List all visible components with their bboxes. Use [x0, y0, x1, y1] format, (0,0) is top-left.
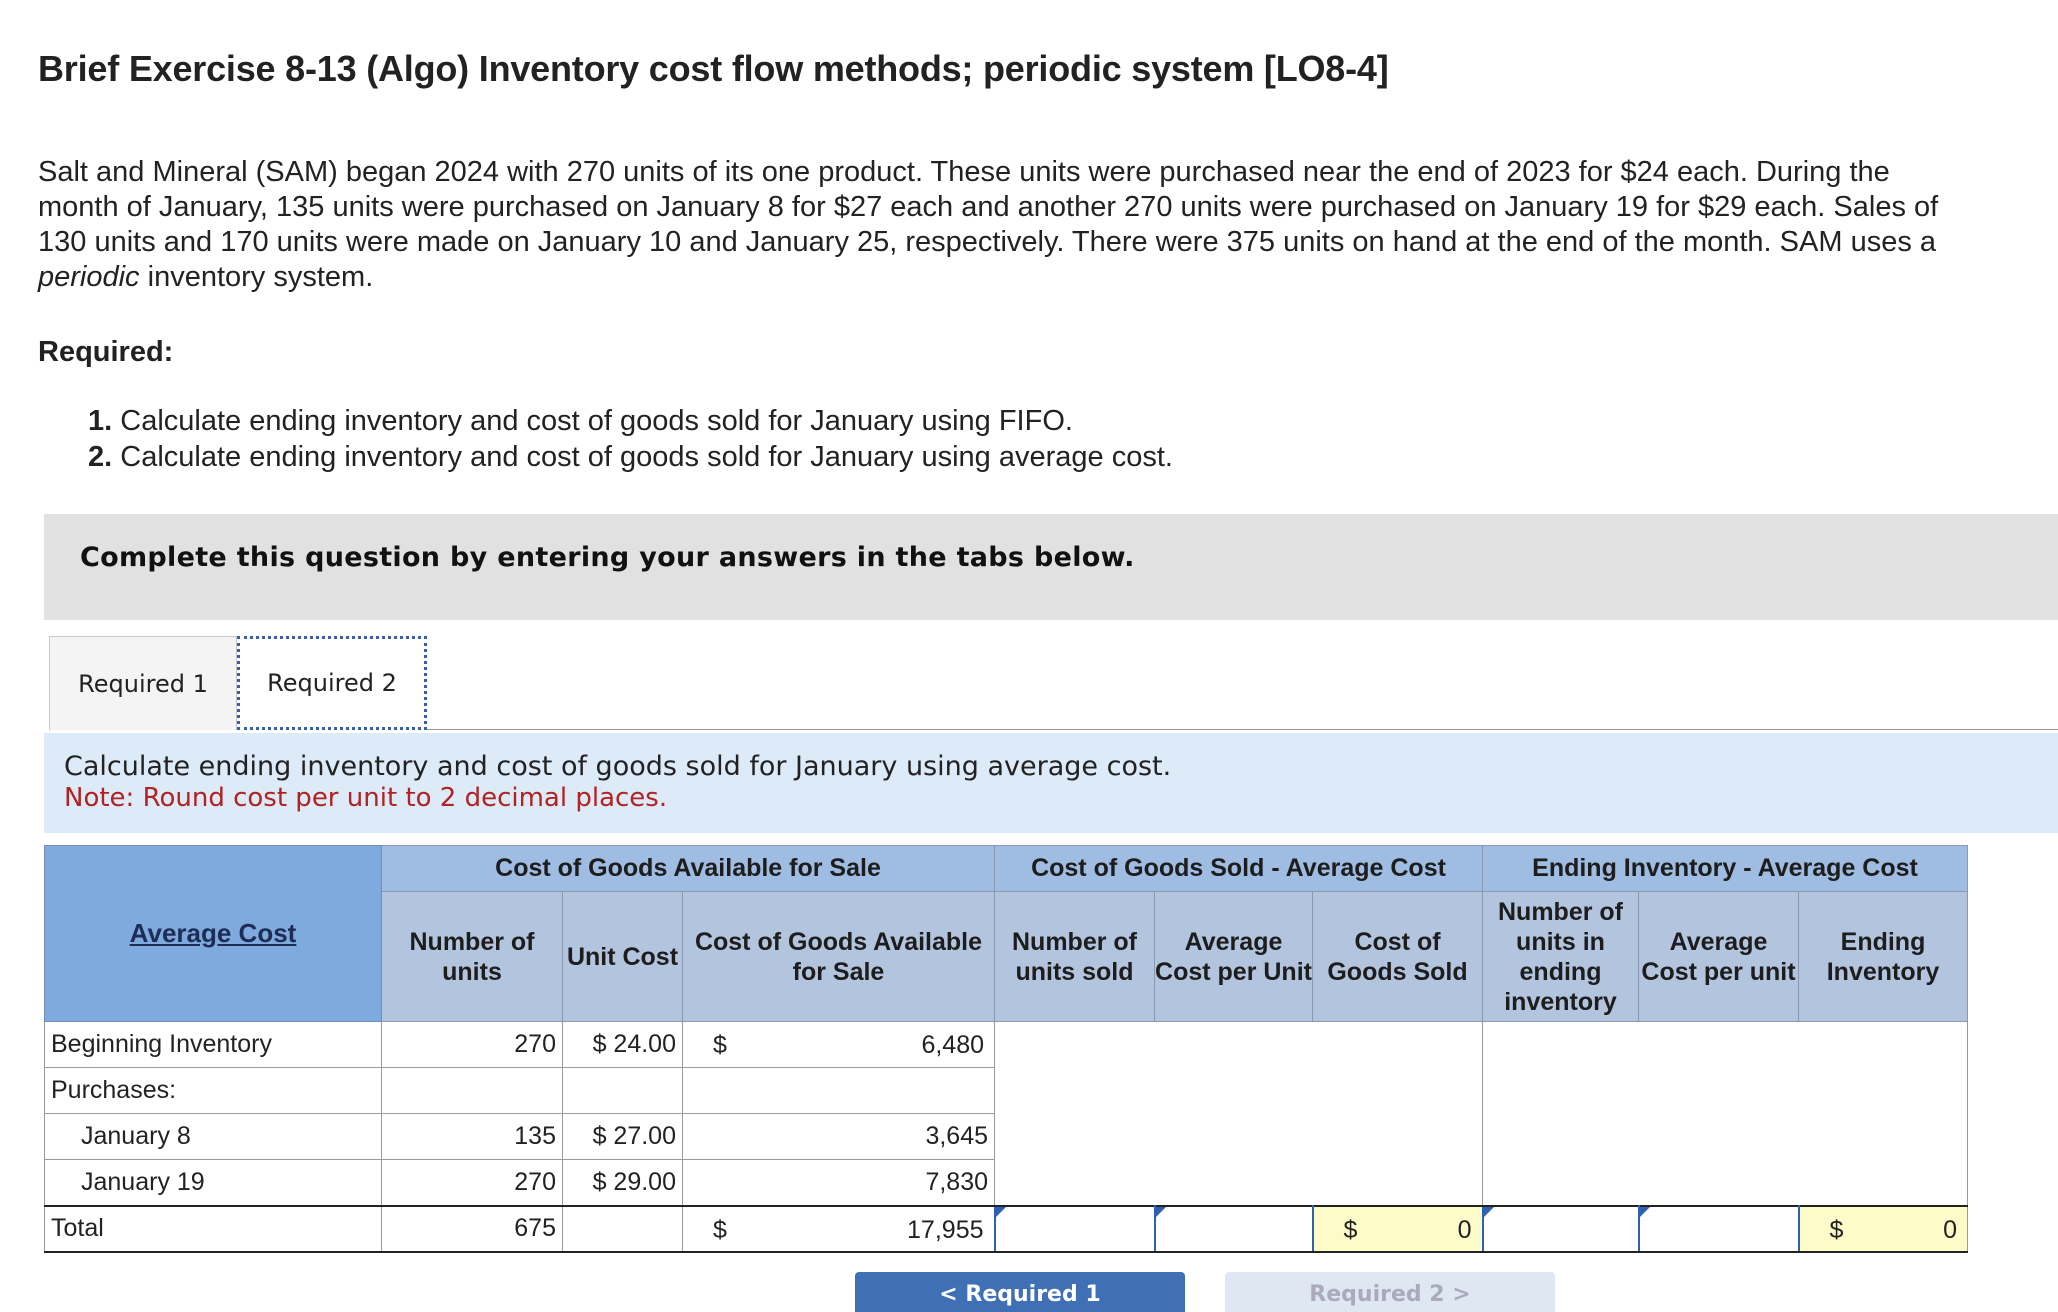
units-cell: 135 — [382, 1114, 563, 1160]
unit-cost-cell: $ 29.00 — [563, 1160, 683, 1206]
col-header-unit-cost: Unit Cost — [563, 892, 683, 1022]
table-row — [45, 1022, 1968, 1068]
total-units-cell: 675 — [382, 1206, 563, 1252]
cost-cell — [683, 1068, 995, 1114]
col-header-avg-cost-ending: Average Cost per unit — [1639, 892, 1799, 1022]
cogs-total-cell: $ 0 — [1313, 1206, 1483, 1252]
units-cell: 270 — [382, 1160, 563, 1206]
total-cost-cell: $ 17,955 — [683, 1206, 995, 1252]
cost-cell: 3,645 — [683, 1114, 995, 1160]
col-header-units: Number of units — [382, 892, 563, 1022]
group-header-cogs: Cost of Goods Sold - Average Cost — [995, 846, 1483, 892]
units-sold-input[interactable] — [995, 1206, 1155, 1252]
unit-cost-cell — [563, 1206, 683, 1252]
ending-blank-area — [1483, 1022, 1968, 1206]
prev-tab-button[interactable]: < Required 1 — [855, 1272, 1185, 1312]
col-header-ending-inventory: Ending Inventory — [1799, 892, 1968, 1022]
problem-statement: Salt and Mineral (SAM) began 2024 with 270 units of its one product. These units were purchased near the end of 2023 for $24 each. During the month of January, 135 units were purchased on January 8 for $27 each and another 270 units were purchased on January 19 for $29 each. Sales of 130 units and 170 units were made on January 10 and January 25, respectively. There were 375 units on hand at the end of the month. SAM uses a periodic inventory system. — [38, 156, 1939, 293]
avg-cost-sold-input[interactable] — [1155, 1206, 1313, 1252]
col-header-cost-available: Cost of Goods Available for Sale — [683, 892, 995, 1022]
group-header-available: Cost of Goods Available for Sale — [382, 846, 995, 892]
col-header-avg-cost-sold: Average Cost per Unit — [1155, 892, 1313, 1022]
row-label: Beginning Inventory — [45, 1022, 382, 1068]
ending-inventory-total-cell: $ 0 — [1799, 1206, 1968, 1252]
requirement-item: 2. Calculate ending inventory and cost of goods sold for January using average cost. — [88, 441, 1173, 473]
page-title: Brief Exercise 8-13 (Algo) Inventory cost flow methods; periodic system [LO8-4] — [38, 48, 1389, 89]
next-tab-button[interactable]: Required 2 > — [1225, 1272, 1555, 1312]
average-cost-table — [44, 845, 1968, 1253]
tab-instructions — [44, 733, 2058, 833]
row-label: Purchases: — [45, 1068, 382, 1114]
units-cell: 270 — [382, 1022, 563, 1068]
cost-cell: $ 6,480 — [683, 1022, 995, 1068]
row-label: Total — [45, 1206, 382, 1252]
group-header-ending: Ending Inventory - Average Cost — [1483, 846, 1968, 892]
col-header-cogs: Cost of Goods Sold — [1313, 892, 1483, 1022]
rounding-note: Note: Round cost per unit to 2 decimal places. — [64, 783, 668, 813]
requirements-list — [88, 403, 1173, 475]
cost-cell: 7,830 — [683, 1160, 995, 1206]
avg-cost-ending-input[interactable] — [1639, 1206, 1799, 1252]
units-cell — [382, 1068, 563, 1114]
row-label: January 19 — [45, 1160, 382, 1206]
requirement-item: 1. Calculate ending inventory and cost of goods sold for January using FIFO. — [88, 405, 1073, 437]
unit-cost-cell: $ 24.00 — [563, 1022, 683, 1068]
tab-required-2[interactable]: Required 2 — [237, 636, 427, 730]
tab-question: Calculate ending inventory and cost of goods sold for January using average cost. — [64, 751, 1172, 782]
cogs-blank-area — [995, 1022, 1483, 1206]
unit-cost-cell — [563, 1068, 683, 1114]
average-cost-header: Average Cost — [45, 846, 382, 1022]
total-row — [45, 1206, 1968, 1252]
ending-units-input[interactable] — [1483, 1206, 1639, 1252]
col-header-units-ending: Number of units in ending inventory — [1483, 892, 1639, 1022]
col-header-units-sold: Number of units sold — [995, 892, 1155, 1022]
tab-required-1[interactable]: Required 1 — [49, 636, 237, 730]
instruction-banner — [44, 514, 2058, 620]
tab-divider — [427, 729, 2058, 730]
row-label: January 8 — [45, 1114, 382, 1160]
unit-cost-cell: $ 27.00 — [563, 1114, 683, 1160]
required-heading: Required: — [38, 336, 174, 368]
instruction-text: Complete this question by entering your answers in the tabs below. — [80, 542, 1135, 573]
